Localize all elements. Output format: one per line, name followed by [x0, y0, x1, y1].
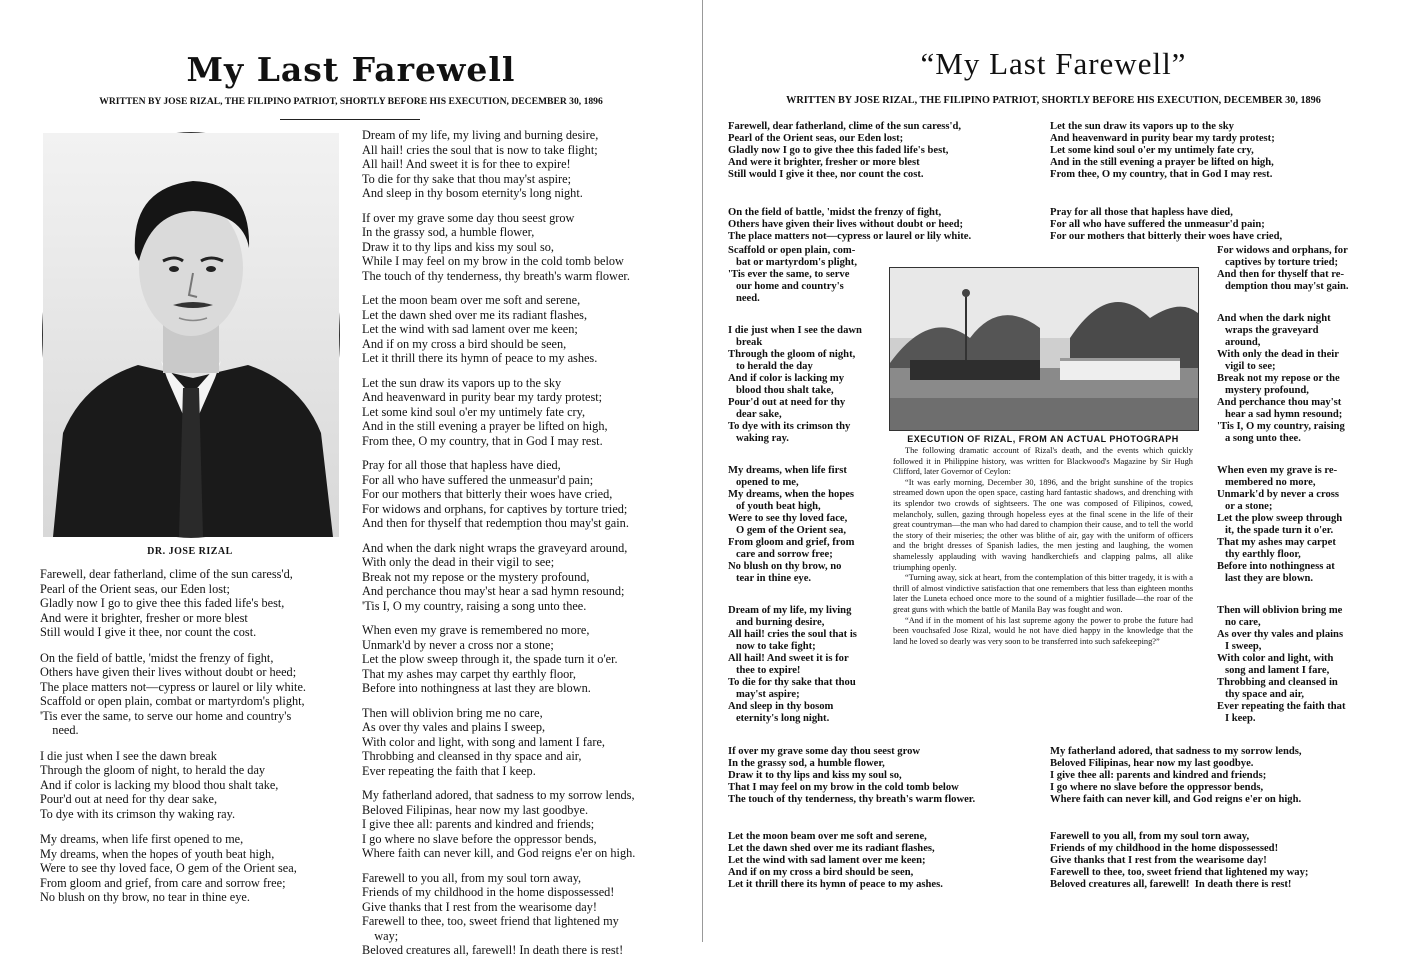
right-stanza-14: Farewell to you all, from my soul torn away, Friends of my childhood in the home dispossessed! Give thanks that I rest from the wearisome day! Farewell to thee, too, sweet friend that lightened my way; Beloved creatures all, farewell! In death there is rest!: [1050, 831, 1309, 890]
stanza: My fatherland adored, that sadness to my sorrow lends, Beloved Filipinas, hear now my last goodbye. I give thee all: parents and kindred and friends; I go where no slave before the oppressor bends, Where faith can never kill, and God reigns e'er on high.: [362, 788, 636, 860]
stanza: For widows and orphans, for captives by torture tried; And then for thyself that re- demption thou may'st gain.: [1217, 245, 1349, 292]
stanza: Then will oblivion bring me no care, As over thy vales and plains I sweep, With color and light, with song and lament I fare, Throbbing and cleansed in thy space and air, Ever repeating the faith that I keep.: [1217, 605, 1346, 724]
stanza: Farewell, dear fatherland, clime of the sun caress'd, Pearl of the Orient seas, our Eden lost; Gladly now I go to give thee this faded life's best, And were it brighter, fresher or more blest Still would I give it thee, nor count the cost.: [40, 567, 293, 639]
account-paragraph: “Turning away, sick at heart, from the contemplation of this bitter tragedy, it is with a thrill of almost vindictive satisfaction that one remembers that less than eighteen months later the Luneta echoed once more to the sound of a mightier fusillade—the roar of the great guns with which the battle of Manila Bay was fought and won.: [893, 573, 1193, 614]
execution-account: [893, 446, 1193, 647]
stanza: On the field of battle, 'midst the frenzy of fight, Others have given their lives without doubt or heed; The place matters not—cypress or laurel or lily white. Scaffold or open plain, combat or martyrdom's plight, 'Tis ever the same, to serve our home and country's need.: [40, 650, 307, 737]
left-page: [0, 0, 702, 957]
stanza: Then will oblivion bring me no care, As over thy vales and plains I sweep, With color and light, with song and lament I fare, Throbbing and cleansed in thy space and air, Ever repeating the faith that I keep.: [362, 705, 605, 778]
stanza: If over my grave some day thou seest grow In the grassy sod, a humble flower, Draw it to thy lips and kiss my soul so, While I may feel on my brow in the cold tomb below The touch of thy tenderness, thy breath's warm flower.: [362, 210, 630, 283]
rizal-portrait: [42, 132, 340, 538]
execution-photo-illustration: [890, 268, 1198, 430]
right-stanza-13: My fatherland adored, that sadness to my sorrow lends, Beloved Filipinas, hear now my last goodbye. I give thee all: parents and kindred and friends; I go where no slave before the oppressor bends, Where faith can never kill, and God reigns e'er on high.: [1050, 746, 1302, 805]
stanza: Dream of my life, my living and burning desire, All hail! cries the soul that is now to take flight; All hail! And sweet it is for thee to expire! To die for thy sake that thou may'st aspire; And sleep in thy bosom eternity's long night.: [362, 128, 599, 200]
execution-photograph: [889, 267, 1199, 431]
title-rule: [280, 119, 420, 120]
stanza: Scaffold or open plain, com- bat or martyrdom's plight, 'Tis ever the same, to serve our home and country's need.: [728, 245, 857, 304]
right-page-subtitle: WRITTEN BY JOSE RIZAL, THE FILIPINO PATRIOT, SHORTLY BEFORE HIS EXECUTION, DECEMBER 30, 1896: [786, 95, 1321, 106]
portrait-caption: DR. JOSE RIZAL: [147, 546, 233, 557]
stanza: When even my grave is re- membered no more, Unmark'd by never a cross or a stone; Let the plow sweep through it, the spade turn it o'er. That my ashes may carpet thy earthly floor, Before into nothingness at last they are blown.: [1217, 465, 1343, 584]
stanza: And when the dark night wraps the graveyard around, With only the dead in their vigil to see; Break not my repose or the mystery profound, And perchance thou may'st hear a sad hymn resound; 'Tis I, O my country, raising a song unto thee.: [1217, 313, 1345, 444]
right-stanza-9-wide: Pray for all those that hapless have died, For all who have suffered the unmeasur'd pain; For our mothers that bitterly their woes have cried,: [1050, 207, 1283, 242]
right-stanza-7: Let the moon beam over me soft and serene, Let the dawn shed over me its radiant flashes, Let the wind with sad lament over me keen; And if on my cross a bird should be seen, Let it thrill there its hymn of peace to my ashes.: [728, 831, 943, 890]
stanza: Dream of my life, my living and burning desire, All hail! cries the soul that is now to take fight; All hail! And sweet it is for thee to expire! To die for thy sake that thou may'st aspire; And sleep in thy bosom eternity's long night.: [728, 605, 857, 724]
stanza: My dreams, when life first opened to me, My dreams, when the hopes of youth beat high, Were to see thy loved face, O gem of the Orient sea, From gloom and grief, from care and sorrow free; No blush on thy brow, no tear in thine eye.: [40, 832, 297, 904]
account-paragraph: The following dramatic account of Rizal's death, and the events which quickly followed it in Philippine history, was written for Blackwood's Magazine by Sir Hugh Clifford, later Governor of Ceylon:: [893, 446, 1193, 477]
stanza: I die just when I see the dawn break Through the gloom of night, to herald the day And if color is lacking my blood thou shalt take, Pour'd out at need for thy dear sake, To dye with its crimson thy waking ray.: [40, 748, 279, 821]
stanza: My dreams, when life first opened to me, My dreams, when the hopes of youth beat high, Were to see thy loved face, O gem of the Orient sea, From gloom and grief, from care and sorrow free; No blush on thy brow, no tear in thine eye.: [728, 465, 855, 584]
left-column-1: [40, 567, 360, 905]
right-stanza-1: Farewell, dear fatherland, clime of the sun caress'd, Pearl of the Orient seas, our Eden lost; Gladly now I go to give thee this faded life's best, And were it brighter, fresher or more blest Still would I give it thee, nor count the cost.: [728, 121, 962, 180]
account-paragraph: “It was early morning, December 30, 1896, and the bright sunshine of the tropics streamed down upon the open space, casting hard fantastic shadows, and drenching with its splendor two crowds of sightseers. The one was composed of Filipinos, cowed, melancholy, sullen, gazing through hopeless eyes at the final scene in the life of their great countryman—the man who had dared to champion their cause, and to tell the world the story of their miseries; the other was blithe of air, gay with the uniform of officers and the bright dresses of Spanish ladies, the men jesting and laughing, the women shamelessly applauding with waving handkerchiefs and clapping palms, all alike triumphing openly.: [893, 477, 1193, 572]
right-page: [703, 0, 1404, 942]
right-narrow-right-column: [1217, 245, 1367, 725]
stanza: Let the sun draw its vapors up to the sky And heavenward in purity bear my tardy protest; Let some kind soul o'er my untimely fate cry, And in the still evening a prayer be lifted on high, From thee, O my country, that in God I may rest.: [362, 375, 608, 448]
portrait-illustration: [43, 133, 339, 537]
stanza: Farewell to you all, from my soul torn away, Friends of my childhood in the home dispossessed! Give thanks that I rest from the wearisome day! Farewell to thee, too, sweet friend that lightened my way; Beloved creatures all, farewell! In death there is rest!: [362, 870, 624, 957]
right-page-title: “My Last Farewell”: [920, 46, 1187, 81]
right-narrow-left-column: [728, 245, 876, 725]
right-stanza-2-wide: On the field of battle, 'midst the frenzy of fight, Others have given their lives without doubt or heed; The place matters not—cypress or laurel or lily white.: [728, 207, 972, 242]
stanza: I die just when I see the dawn break Through the gloom of night, to herald the day And if color is lacking my blood thou shalt take, Pour'd out at need for thy dear sake, To dye with its crimson thy waking ray.: [728, 325, 862, 444]
right-stanza-6: If over my grave some day thou seest grow In the grassy sod, a humble flower, Draw it to thy lips and kiss my soul so, That I may feel on my brow in the cold tomb below The touch of thy tenderness, thy breath's warm flower.: [728, 746, 976, 805]
left-page-subtitle: WRITTEN BY JOSE RIZAL, THE FILIPINO PATRIOT, SHORTLY BEFORE HIS EXECUTION, DECEMBER 30, 1896: [99, 96, 603, 107]
left-column-2: [362, 128, 697, 958]
photo-caption: EXECUTION OF RIZAL, FROM AN ACTUAL PHOTOGRAPH: [907, 434, 1179, 444]
stanza: When even my grave is remembered no more, Unmark'd by never a cross nor a stone; Let the plow sweep through it, the spade turn it o'er. That my ashes may carpet thy earthly floor, Before into nothingness at last they are blown.: [362, 623, 618, 695]
stanza: Pray for all those that hapless have died, For all who have suffered the unmeasur'd pain; For our mothers that bitterly their woes have cried, For widows and orphans, for captives by torture tried; And then for thyself that redemption thou may'st gain.: [362, 458, 629, 530]
stanza: And when the dark night wraps the graveyard around, With only the dead in their vigil to see; Break not my repose or the mystery profound, And perchance thou may'st hear a sad hymn resound; 'Tis I, O my country, raising a song unto thee.: [362, 540, 628, 613]
stanza: Let the moon beam over me soft and serene, Let the dawn shed over me its radiant flashes, Let the wind with sad lament over me keen; And if on my cross a bird should be seen, Let it thrill there its hymn of peace to my ashes.: [362, 293, 598, 365]
account-paragraph: “And if in the moment of his last supreme agony the power to probe the future had been vouchsafed Jose Rizal, would he not have died happy in the knowledge that the land he loved so dearly was very soon to be transferred into such safekeeping?”: [893, 615, 1193, 646]
right-stanza-8: Let the sun draw its vapors up to the sky And heavenward in purity bear my tardy protest; Let some kind soul o'er my untimely fate cry, And in the still evening a prayer be lifted on high, From thee, O my country, that in God I may rest.: [1050, 121, 1275, 180]
left-page-title: My Last Farewell: [186, 50, 516, 89]
